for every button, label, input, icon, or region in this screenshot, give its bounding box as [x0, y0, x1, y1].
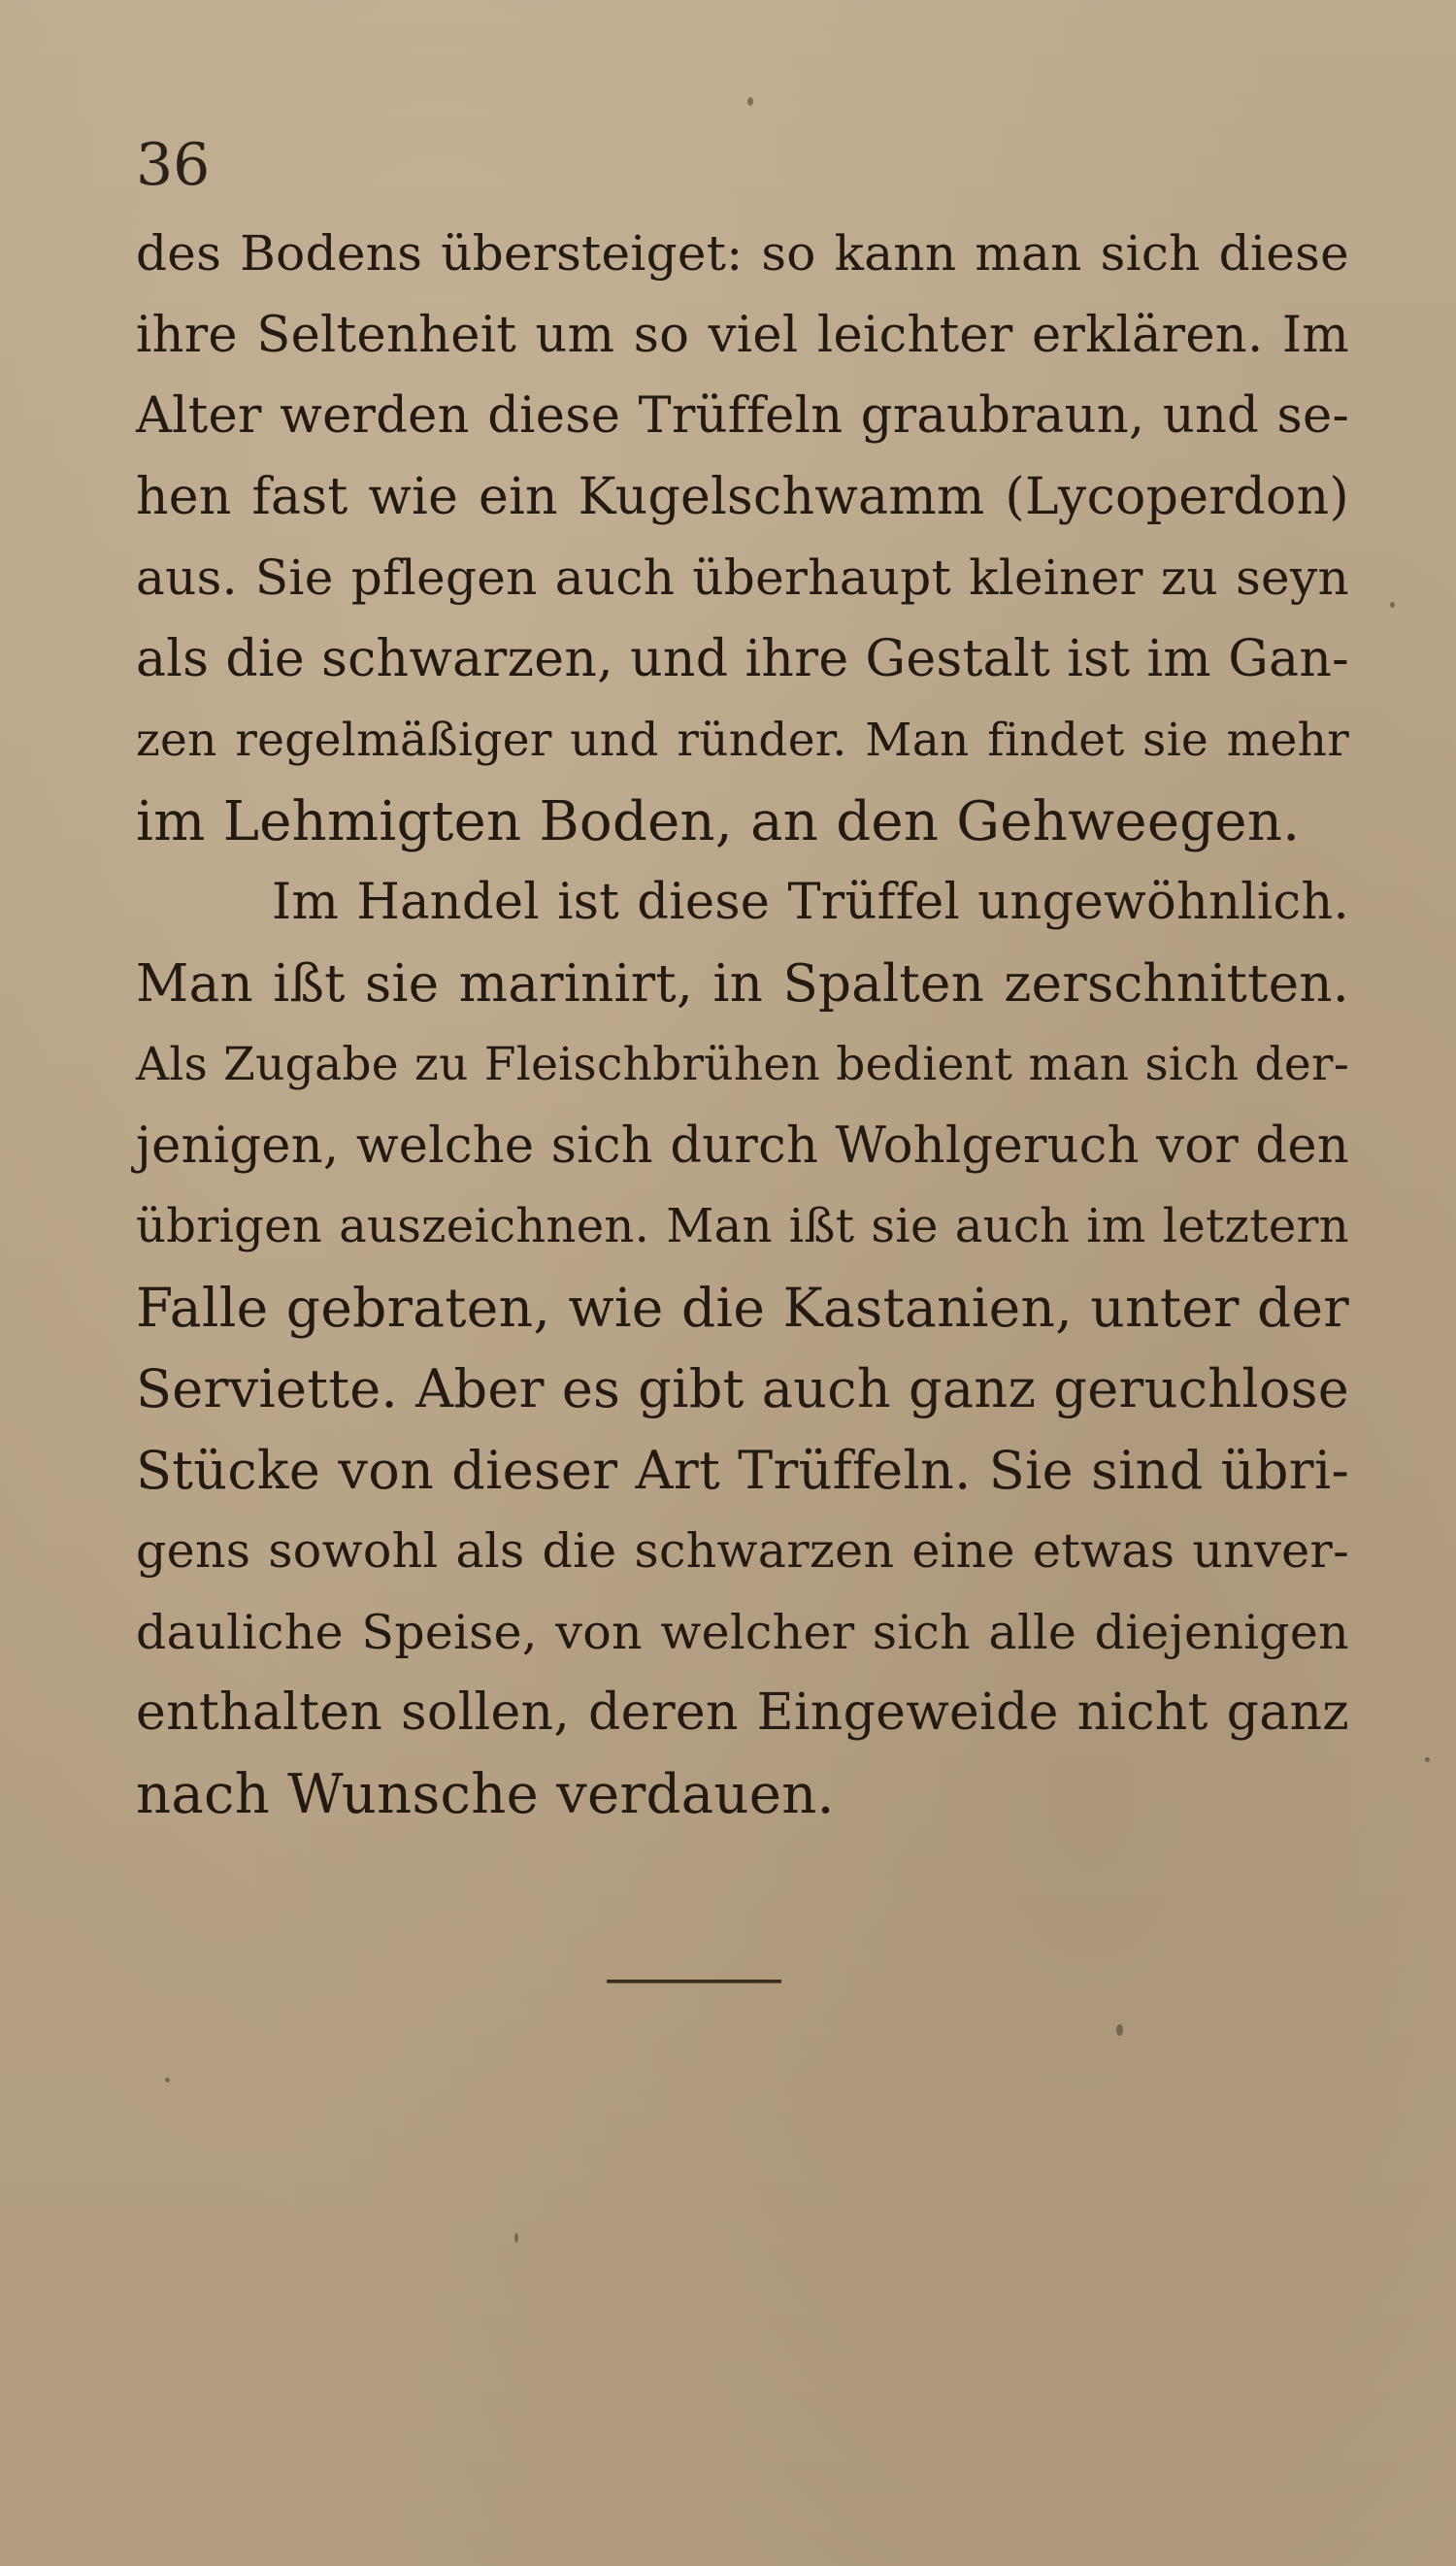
body-text	[136, 214, 1349, 1835]
page-number: 36	[136, 131, 211, 199]
text-line: zen regelmäßiger und ründer. Man findet sie mehr	[136, 714, 1349, 767]
text-line: enthalten sollen, deren Eingeweide nicht ganz	[136, 1683, 1349, 1742]
text-line: Falle gebraten, wie die Kastanien, unter der	[136, 1276, 1349, 1339]
text-line: nach Wunsche verdauen.	[136, 1762, 835, 1826]
text-line: dauliche Speise, von welcher sich alle diejenigen	[136, 1604, 1349, 1660]
text-line: als die schwarzen, und ihre Gestalt ist im Gan-	[136, 629, 1349, 688]
paper-speck	[747, 97, 753, 106]
text-line: hen fast wie ein Kugelschwamm (Lycoperdon)	[136, 467, 1349, 526]
text-line: Als Zugabe zu Fleischbrühen bedient man sich der-	[136, 1038, 1349, 1091]
text-line: gens sowohl als die schwarzen eine etwas unver-	[136, 1523, 1349, 1579]
text-line: übrigen auszeichnen. Man ißt sie auch im letztern	[136, 1199, 1349, 1253]
text-line: des Bodens übersteiget: so kann man sich diese	[136, 225, 1349, 282]
text-line: Stücke von dieser Art Trüffeln. Sie sind übri-	[136, 1439, 1349, 1501]
paper-speck	[514, 2233, 518, 2243]
paper-speck	[1390, 602, 1395, 608]
text-line: Serviette. Aber es gibt auch ganz geruchlose	[136, 1358, 1349, 1419]
text-line: Alter werden diese Trüffeln graubraun, und se-	[136, 387, 1349, 445]
text-line: jenigen, welche sich durch Wohlgeruch vor den	[136, 1116, 1349, 1175]
paper-speck	[1425, 1757, 1430, 1762]
text-line: aus. Sie pflegen auch überhaupt kleiner zu seyn	[136, 550, 1349, 606]
text-line: ihre Seltenheit um so viel leichter erklären. Im	[136, 306, 1349, 364]
paper-speck	[165, 2078, 170, 2083]
paragraph-start-line: Im Handel ist diese Trüffel ungewöhnlich.	[272, 874, 1349, 931]
text-line: Man ißt sie marinirt, in Spalten zerschnitten.	[136, 953, 1349, 1014]
section-separator-rule	[607, 1980, 781, 1983]
paper-speck	[1116, 2024, 1123, 2036]
text-line: im Lehmigten Boden, an den Gehweegen.	[136, 789, 1301, 853]
